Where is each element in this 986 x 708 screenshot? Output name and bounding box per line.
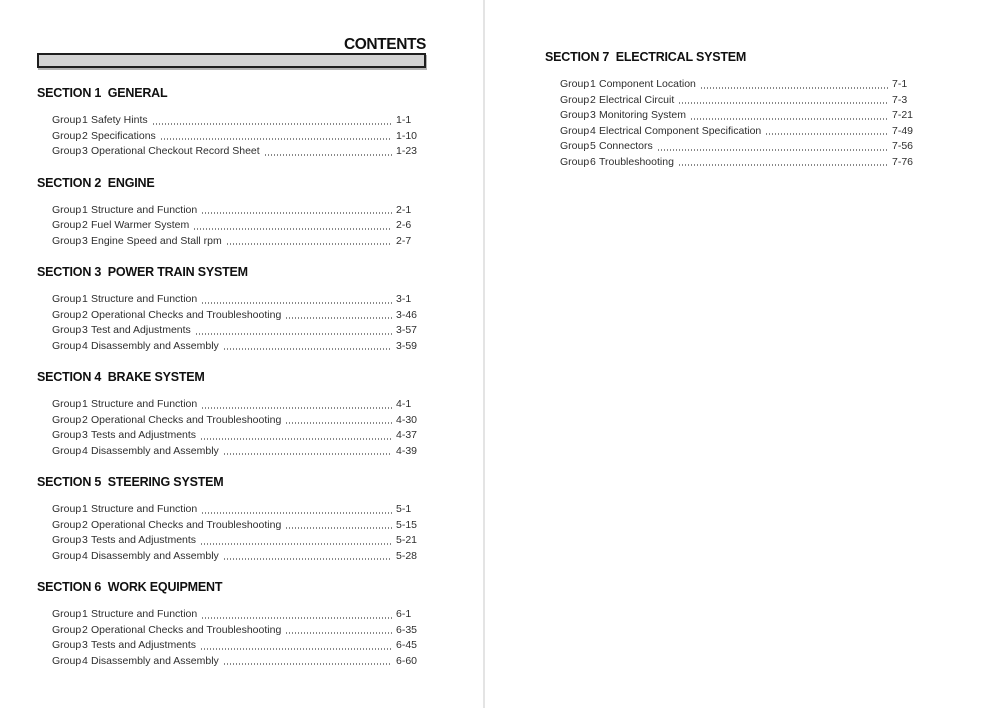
toc-entry [52, 444, 426, 460]
toc-entry [560, 108, 922, 124]
toc-section [37, 370, 426, 459]
page-number: 6-60 [396, 654, 418, 667]
section-heading: SECTION 3 POWER TRAIN SYSTEM [37, 265, 248, 279]
section-heading: SECTION 6 WORK EQUIPMENT [37, 580, 223, 594]
toc-entry [52, 308, 426, 324]
group-number: 2 [82, 413, 88, 426]
group-title: Structure and Function [91, 398, 198, 410]
group-title: Specifications [91, 129, 156, 142]
group-list [545, 77, 922, 170]
section-heading: SECTION 5 STEERING SYSTEM [37, 475, 224, 489]
group-number: 1 [82, 503, 88, 515]
toc-section [37, 86, 426, 160]
right-column [545, 50, 922, 186]
group-number: 2 [82, 623, 88, 636]
group-title: Tests and Adjustments [91, 639, 197, 651]
toc-entry [52, 623, 426, 639]
toc-entry [52, 549, 426, 565]
page-number: 4-1 [396, 398, 412, 410]
group-title: Structure and Function [91, 503, 198, 515]
group-label: Group [52, 234, 82, 247]
page-number: 3-57 [396, 324, 418, 336]
page-number: 6-35 [396, 623, 418, 636]
toc-entry [52, 397, 426, 413]
right-sections [545, 50, 922, 170]
page-number: 4-30 [396, 413, 418, 426]
group-number: 1 [82, 293, 88, 305]
group-number: 3 [82, 324, 88, 336]
toc-section [37, 176, 426, 250]
group-number: 4 [82, 339, 88, 352]
dot-leader [201, 543, 392, 545]
group-label: Group [52, 413, 82, 426]
dot-leader [224, 558, 392, 560]
section-heading: SECTION 1 GENERAL [37, 86, 168, 100]
group-label: Group [52, 518, 82, 531]
dot-leader [227, 243, 392, 245]
group-number: 2 [82, 308, 88, 321]
dot-leader [196, 333, 392, 335]
dot-leader [201, 438, 392, 440]
group-title: Operational Checkout Record Sheet [91, 145, 260, 157]
page-title: CONTENTS [343, 36, 426, 53]
group-label: Group [52, 398, 82, 410]
page-number: 6-45 [396, 639, 418, 651]
toc-entry [52, 323, 426, 339]
group-label: Group [52, 219, 82, 231]
toc-entry [560, 139, 922, 155]
group-list [37, 397, 426, 459]
group-number: 1 [82, 398, 88, 410]
group-title: Engine Speed and Stall rpm [91, 234, 222, 247]
group-label: Group [560, 155, 590, 168]
group-label: Group [560, 93, 590, 106]
dot-leader [224, 453, 392, 455]
page-number: 1-23 [396, 145, 418, 157]
toc-section [37, 475, 426, 564]
group-number: 3 [82, 639, 88, 651]
section-heading: SECTION 2 ENGINE [37, 175, 155, 190]
group-number: 2 [82, 518, 88, 531]
page-number: 7-1 [892, 78, 908, 90]
group-label: Group [52, 623, 82, 636]
toc-entry [52, 129, 426, 145]
group-list [37, 607, 426, 669]
group-label: Group [560, 78, 590, 90]
title-underline-bar [37, 53, 426, 68]
group-label: Group [52, 114, 82, 126]
toc-section [37, 580, 426, 669]
dot-leader [286, 632, 392, 634]
group-list [37, 502, 426, 564]
group-label: Group [52, 534, 82, 546]
group-label: Group [52, 293, 82, 305]
group-title: Test and Adjustments [91, 324, 191, 336]
page-number: 3-1 [396, 293, 412, 305]
page-number: 1-1 [396, 114, 412, 126]
page-number: 5-15 [396, 518, 418, 531]
group-number: 2 [590, 93, 596, 106]
page-number: 5-21 [396, 534, 418, 546]
dot-leader [286, 527, 392, 529]
group-title: Tests and Adjustments [91, 534, 197, 546]
page-number: 7-49 [892, 124, 914, 137]
dot-leader [679, 102, 888, 104]
group-title: Structure and Function [91, 203, 198, 216]
group-number: 1 [82, 608, 88, 620]
group-title: Tests and Adjustments [91, 429, 197, 441]
dot-leader [153, 123, 392, 125]
toc-entry [52, 339, 426, 355]
dot-leader [265, 154, 392, 156]
group-title: Structure and Function [91, 608, 198, 620]
page-number: 2-6 [396, 219, 412, 231]
dot-leader [201, 648, 392, 650]
group-number: 3 [82, 534, 88, 546]
group-title: Operational Checks and Troubleshooting [91, 413, 282, 426]
toc-entry [52, 292, 426, 308]
page-number: 3-46 [396, 308, 418, 321]
toc-section [545, 50, 922, 170]
page-number: 2-7 [396, 234, 412, 247]
page-number: 7-56 [892, 140, 914, 152]
group-label: Group [560, 124, 590, 137]
page-number: 3-59 [396, 339, 418, 352]
dot-leader [202, 512, 392, 514]
group-list [37, 292, 426, 354]
group-title: Operational Checks and Troubleshooting [91, 308, 282, 321]
group-label: Group [560, 140, 590, 152]
group-label: Group [52, 608, 82, 620]
group-title: Electrical Component Specification [599, 124, 762, 137]
section-heading: SECTION 7 ELECTRICAL SYSTEM [545, 50, 747, 64]
group-number: 4 [82, 549, 88, 562]
dot-leader [286, 317, 392, 319]
group-number: 4 [590, 124, 596, 137]
page-number: 4-39 [396, 444, 418, 457]
toc-entry [52, 218, 426, 234]
toc-entry [560, 93, 922, 109]
dot-leader [701, 87, 888, 89]
toc-entry [52, 502, 426, 518]
toc-entry [52, 607, 426, 623]
dot-leader [202, 407, 392, 409]
dot-leader [286, 422, 392, 424]
dot-leader [202, 212, 392, 214]
group-label: Group [52, 324, 82, 336]
group-label: Group [52, 308, 82, 321]
dot-leader [766, 133, 888, 135]
dot-leader [224, 663, 392, 665]
group-label: Group [52, 429, 82, 441]
page-number: 1-10 [396, 129, 418, 142]
group-list [37, 203, 426, 250]
group-number: 3 [82, 145, 88, 157]
dot-leader [658, 149, 888, 151]
group-title: Troubleshooting [599, 155, 674, 168]
group-number: 2 [82, 219, 88, 231]
group-title: Electrical Circuit [599, 93, 675, 106]
page-number: 7-21 [892, 109, 914, 121]
group-label: Group [52, 549, 82, 562]
group-number: 2 [82, 129, 88, 142]
group-label: Group [52, 203, 82, 216]
group-title: Component Location [599, 78, 696, 90]
group-number: 1 [590, 78, 596, 90]
toc-entry [52, 518, 426, 534]
group-title: Disassembly and Assembly [91, 444, 219, 457]
group-title: Disassembly and Assembly [91, 549, 219, 562]
toc-entry [52, 144, 426, 160]
group-title: Monitoring System [599, 109, 686, 121]
toc-entry [52, 413, 426, 429]
toc-entry [52, 203, 426, 219]
group-label: Group [52, 503, 82, 515]
page-number: 7-3 [892, 93, 908, 106]
group-title: Disassembly and Assembly [91, 339, 219, 352]
group-label: Group [52, 444, 82, 457]
left-sections [37, 86, 426, 669]
group-number: 6 [590, 155, 596, 168]
page-number: 6-1 [396, 608, 412, 620]
toc-entry [52, 428, 426, 444]
group-label: Group [52, 145, 82, 157]
page-number: 4-37 [396, 429, 418, 441]
group-title: Structure and Function [91, 293, 198, 305]
group-title: Operational Checks and Troubleshooting [91, 518, 282, 531]
page-number: 2-1 [396, 203, 412, 216]
group-title: Safety Hints [91, 114, 148, 126]
left-column [37, 37, 426, 685]
toc-section [37, 265, 426, 354]
dot-leader [202, 302, 392, 304]
group-number: 1 [82, 114, 88, 126]
toc-entry [560, 77, 922, 93]
group-number: 3 [590, 109, 596, 121]
page-number: 5-28 [396, 549, 418, 562]
group-number: 3 [82, 234, 88, 247]
toc-entry [52, 638, 426, 654]
group-label: Group [52, 654, 82, 667]
toc-entry [560, 124, 922, 140]
column-divider [483, 0, 485, 708]
dot-leader [691, 118, 888, 120]
group-number: 4 [82, 444, 88, 457]
group-label: Group [52, 129, 82, 142]
section-heading: SECTION 4 BRAKE SYSTEM [37, 370, 205, 384]
group-number: 1 [82, 203, 88, 216]
dot-leader [194, 228, 392, 230]
dot-leader [202, 617, 392, 619]
toc-entry [52, 533, 426, 549]
group-number: 3 [82, 429, 88, 441]
page-number: 7-76 [892, 155, 914, 168]
toc-entry [52, 234, 426, 250]
group-title: Connectors [599, 140, 653, 152]
group-title: Fuel Warmer System [91, 219, 190, 231]
group-label: Group [52, 339, 82, 352]
dot-leader [679, 164, 888, 166]
group-label: Group [52, 639, 82, 651]
toc-entry [560, 155, 922, 171]
group-number: 4 [82, 654, 88, 667]
toc-entry [52, 654, 426, 670]
group-list [37, 113, 426, 160]
toc-entry [52, 113, 426, 129]
dot-leader [161, 138, 392, 140]
page-number: 5-1 [396, 503, 412, 515]
group-number: 5 [590, 140, 596, 152]
group-title: Disassembly and Assembly [91, 654, 219, 667]
group-label: Group [560, 109, 590, 121]
group-title: Operational Checks and Troubleshooting [91, 623, 282, 636]
dot-leader [224, 348, 392, 350]
